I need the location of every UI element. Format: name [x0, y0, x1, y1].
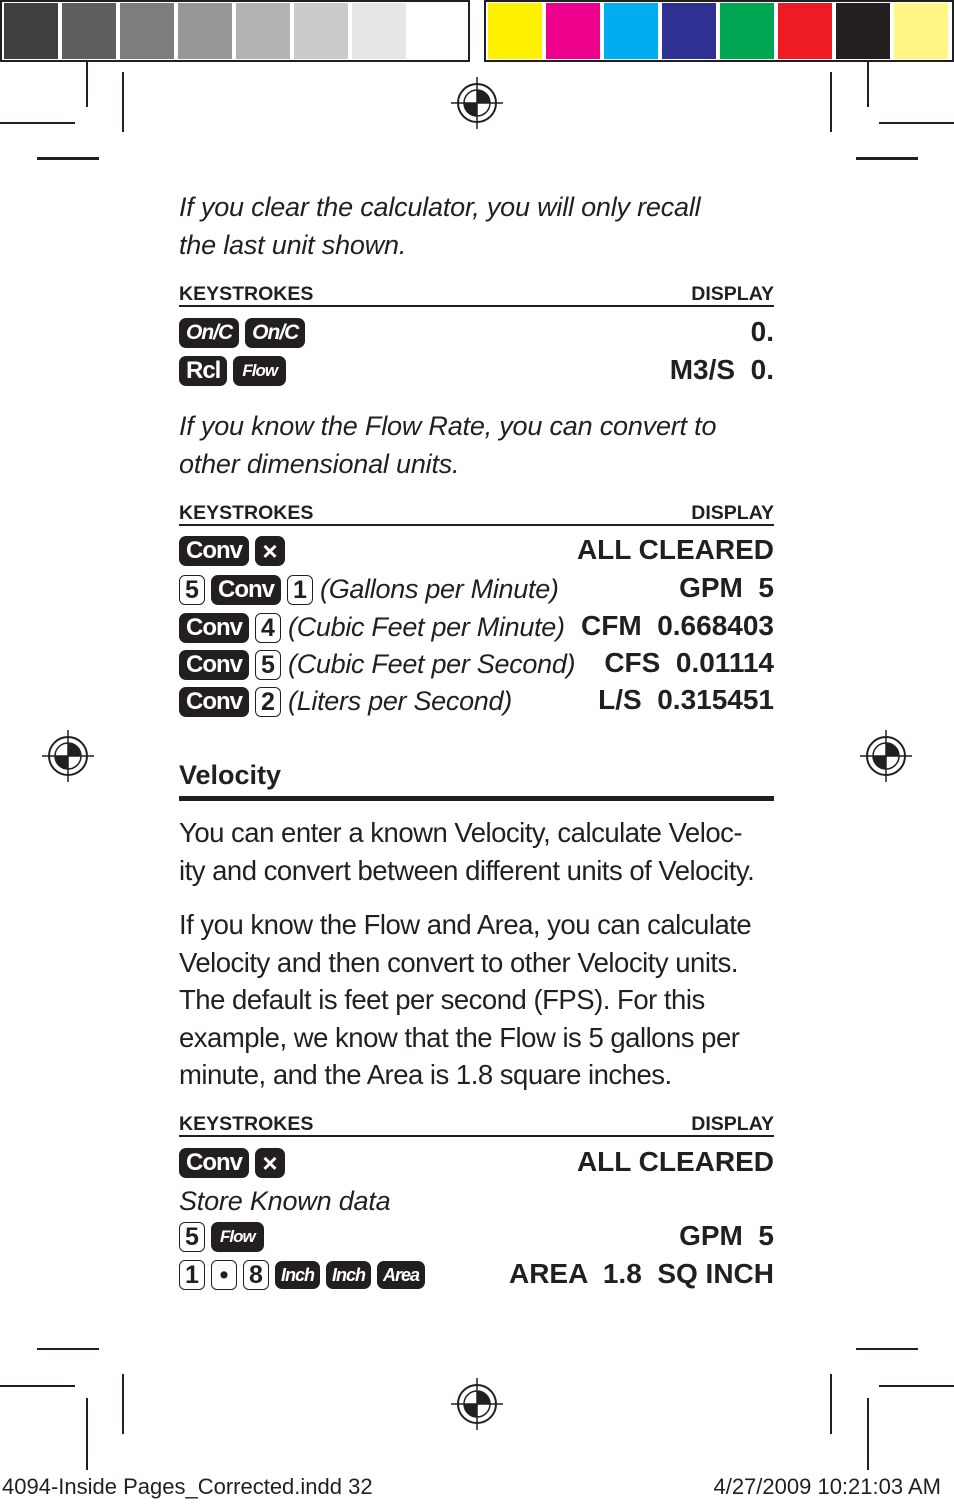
- keystroke-row: [179, 647, 774, 683]
- conv-key[interactable]: Conv: [179, 536, 249, 566]
- display-value: ALL CLEARED: [576, 534, 774, 565]
- paragraph-line: ity and convert between different units of Velocity.: [179, 854, 755, 886]
- unit-note: (Liters per Second): [288, 686, 512, 716]
- crop-mark: [879, 1385, 954, 1387]
- digit-4-key[interactable]: 4: [255, 613, 281, 643]
- display-value: GPM 5: [679, 1220, 774, 1251]
- paragraph-line: The default is feet per second (FPS). For this: [179, 984, 705, 1016]
- color-swatch: [178, 3, 232, 59]
- keystroke-row: [179, 316, 774, 352]
- color-swatch: [894, 3, 948, 59]
- digit-5-key[interactable]: 5: [179, 1222, 205, 1252]
- display-value: CFS 0.01114: [604, 647, 774, 678]
- paragraph-line: example, we know that the Flow is 5 gallons per: [179, 1021, 740, 1053]
- color-swatch: [294, 3, 348, 59]
- conv-key[interactable]: Conv: [179, 650, 249, 680]
- decimal-point-key[interactable]: •: [211, 1260, 237, 1290]
- crop-mark: [0, 1385, 75, 1387]
- crop-mark: [37, 1348, 99, 1350]
- paragraph-line: Velocity and then convert to other Velocity units.: [179, 946, 738, 978]
- inch-key[interactable]: Inch: [275, 1261, 320, 1289]
- footer-file-name: 4094-Inside Pages_Corrected.indd 32: [2, 1474, 373, 1499]
- crop-mark: [86, 62, 88, 107]
- color-swatch: [120, 3, 174, 59]
- display-value: L/S 0.315451: [598, 684, 774, 715]
- inch-key[interactable]: Inch: [326, 1261, 371, 1289]
- crop-mark: [879, 122, 954, 124]
- keystroke-row: [179, 572, 774, 608]
- color-swatch: [352, 3, 406, 59]
- keystroke-row: [179, 1258, 774, 1294]
- digit-5-key[interactable]: 5: [255, 650, 281, 680]
- footer-timestamp: 4/27/2009 10:21:03 AM: [713, 1474, 941, 1499]
- digit-1-key[interactable]: 1: [179, 1260, 205, 1290]
- keystrokes-label: KEYSTROKES: [179, 502, 314, 524]
- color-swatch: [4, 3, 58, 59]
- registration-mark-icon: [42, 730, 94, 782]
- crop-mark: [86, 1398, 88, 1470]
- clear-x-key[interactable]: ×: [255, 1148, 285, 1178]
- conv-key[interactable]: Conv: [179, 687, 249, 717]
- area-key[interactable]: Area: [377, 1261, 425, 1289]
- color-swatch: [662, 3, 716, 59]
- keystrokes-label: KEYSTROKES: [179, 283, 314, 305]
- keystroke-row: [179, 534, 774, 570]
- color-swatch: [236, 3, 290, 59]
- display-value: M3/S 0.: [669, 354, 774, 385]
- keystrokes-header: [179, 283, 774, 307]
- intro-line: other dimensional units.: [179, 449, 460, 479]
- conv-key[interactable]: Conv: [211, 575, 281, 605]
- color-swatch: [836, 3, 890, 59]
- crop-mark: [856, 1348, 918, 1350]
- unit-note: (Cubic Feet per Second): [288, 649, 576, 679]
- rcl-key[interactable]: Rcl: [179, 356, 227, 386]
- keystrokes-header: [179, 502, 774, 526]
- display-label: DISPLAY: [691, 502, 774, 524]
- flow-key[interactable]: Flow: [233, 356, 286, 386]
- digit-2-key[interactable]: 2: [255, 687, 281, 717]
- conv-key[interactable]: Conv: [179, 1148, 249, 1178]
- intro-line: If you know the Flow Rate, you can convert to: [179, 411, 717, 441]
- section2-intro: [179, 407, 779, 483]
- digit-1-key[interactable]: 1: [287, 575, 313, 605]
- store-known-data-label: Store Known data: [179, 1186, 391, 1216]
- display-value: ALL CLEARED: [576, 1146, 774, 1177]
- color-swatch: [778, 3, 832, 59]
- color-swatch: [546, 3, 600, 59]
- paragraph-line: If you know the Flow and Area, you can calculate: [179, 909, 752, 940]
- crop-mark: [122, 1374, 124, 1434]
- velocity-paragraph: [179, 906, 779, 1094]
- keystrokes-label: KEYSTROKES: [179, 1113, 314, 1135]
- digit-8-key[interactable]: 8: [243, 1260, 269, 1290]
- crop-mark: [122, 72, 124, 132]
- color-swatch: [604, 3, 658, 59]
- registration-mark-icon: [860, 730, 912, 782]
- paragraph-line: You can enter a known Velocity, calculate Veloc-: [179, 817, 743, 848]
- display-value: CFM 0.668403: [581, 610, 774, 641]
- crop-mark: [867, 62, 869, 107]
- color-swatch: [720, 3, 774, 59]
- keystroke-row: [179, 1146, 774, 1182]
- keystroke-row: [179, 610, 774, 646]
- display-label: DISPLAY: [691, 283, 774, 305]
- flow-key[interactable]: Flow: [211, 1222, 264, 1252]
- velocity-heading: [179, 760, 774, 801]
- keystrokes-header: [179, 1113, 774, 1137]
- crop-mark: [37, 157, 99, 160]
- registration-mark-icon: [451, 77, 503, 129]
- crop-mark: [0, 122, 75, 124]
- registration-mark-icon: [451, 1378, 503, 1430]
- on-c-key[interactable]: On/C: [179, 318, 239, 348]
- keystroke-row: [179, 354, 774, 390]
- velocity-paragraph: [179, 814, 779, 889]
- on-c-key[interactable]: On/C: [245, 318, 305, 348]
- unit-note: (Gallons per Minute): [320, 574, 559, 604]
- crop-mark: [856, 157, 918, 160]
- paragraph-line: minute, and the Area is 1.8 square inches.: [179, 1059, 672, 1091]
- display-value: AREA 1.8 SQ INCH: [508, 1258, 774, 1289]
- crop-mark: [830, 72, 832, 132]
- section1-intro: [179, 188, 779, 264]
- velocity-heading-text: Velocity: [179, 760, 282, 790]
- conv-key[interactable]: Conv: [179, 613, 249, 643]
- display-value: 0.: [750, 316, 774, 347]
- display-value: GPM 5: [679, 572, 774, 603]
- display-label: DISPLAY: [691, 1113, 774, 1135]
- crop-mark: [867, 1398, 869, 1470]
- color-swatch: [488, 3, 542, 59]
- unit-note: (Cubic Feet per Minute): [288, 612, 565, 642]
- digit-5-key[interactable]: 5: [179, 575, 205, 605]
- crop-mark: [830, 1374, 832, 1434]
- intro-line: If you clear the calculator, you will only recall: [179, 192, 701, 222]
- keystroke-row: [179, 1220, 774, 1256]
- clear-x-key[interactable]: ×: [255, 536, 285, 566]
- keystroke-row: [179, 684, 774, 720]
- intro-line: the last unit shown.: [179, 230, 407, 260]
- color-swatch: [410, 3, 464, 59]
- color-swatch: [62, 3, 116, 59]
